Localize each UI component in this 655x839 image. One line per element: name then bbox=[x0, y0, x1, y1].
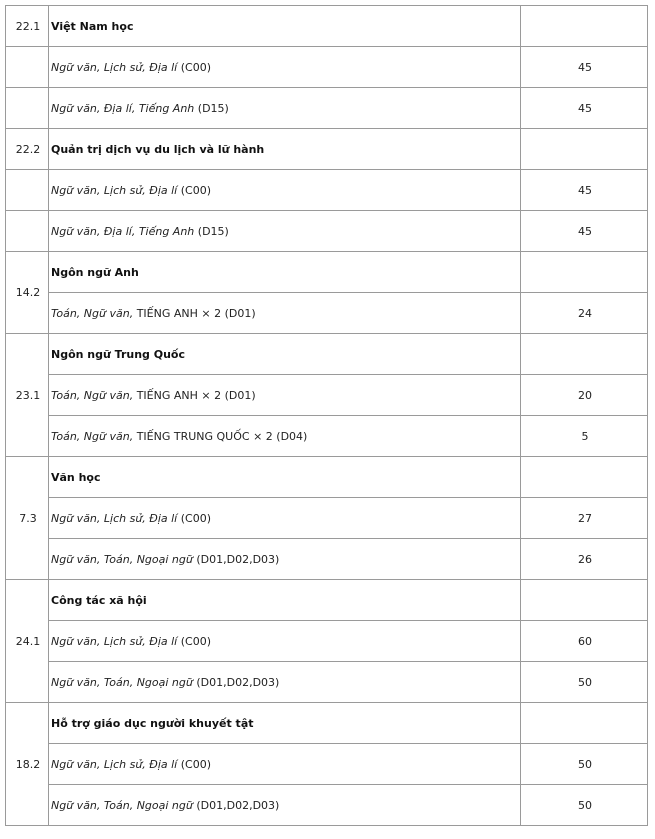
combo-quota: 45 bbox=[521, 170, 648, 211]
combo-code: (D01,D02,D03) bbox=[192, 798, 280, 812]
combo-code: TIẾNG ANH × 2 (D01) bbox=[133, 388, 256, 402]
major-name: Việt Nam học bbox=[49, 6, 521, 47]
combo-code: TIẾNG TRUNG QUỐC × 2 (D04) bbox=[133, 429, 308, 443]
combo-subjects: Ngữ văn, Địa lí, Tiếng Anh bbox=[51, 224, 195, 238]
combo-row bbox=[6, 498, 648, 539]
combo-row bbox=[6, 170, 648, 211]
subject-combination bbox=[49, 662, 521, 703]
combo-quota: 45 bbox=[521, 211, 648, 252]
empty-code-cell bbox=[6, 47, 49, 88]
combo-subjects: Ngữ văn, Địa lí, Tiếng Anh bbox=[51, 101, 195, 115]
combo-quota: 45 bbox=[521, 47, 648, 88]
major-row bbox=[6, 252, 648, 293]
subject-combination bbox=[49, 416, 521, 457]
subject-combination bbox=[49, 47, 521, 88]
combo-quota: 5 bbox=[521, 416, 648, 457]
major-code: 7.3 bbox=[6, 457, 49, 580]
major-row bbox=[6, 703, 648, 744]
major-quota bbox=[521, 252, 648, 293]
combo-row bbox=[6, 785, 648, 826]
subject-combination bbox=[49, 785, 521, 826]
major-code: 24.1 bbox=[6, 580, 49, 703]
major-quota bbox=[521, 334, 648, 375]
major-quota bbox=[521, 703, 648, 744]
combo-code: (D15) bbox=[194, 101, 229, 115]
major-name: Hỗ trợ giáo dục người khuyết tật bbox=[49, 703, 521, 744]
combo-row bbox=[6, 47, 648, 88]
combo-quota: 50 bbox=[521, 744, 648, 785]
subject-combination bbox=[49, 744, 521, 785]
empty-code-cell bbox=[6, 170, 49, 211]
combo-code: (C00) bbox=[177, 60, 211, 74]
empty-code-cell bbox=[6, 88, 49, 129]
combo-code: (C00) bbox=[177, 634, 211, 648]
combo-quota: 50 bbox=[521, 662, 648, 703]
combo-row bbox=[6, 293, 648, 334]
major-row bbox=[6, 334, 648, 375]
combo-row bbox=[6, 88, 648, 129]
subject-combination bbox=[49, 293, 521, 334]
major-code: 23.1 bbox=[6, 334, 49, 457]
admission-quota-table bbox=[5, 5, 648, 826]
combo-code: TIẾNG ANH × 2 (D01) bbox=[133, 306, 256, 320]
table-body bbox=[6, 6, 648, 826]
major-code: 22.1 bbox=[6, 6, 49, 47]
combo-quota: 50 bbox=[521, 785, 648, 826]
subject-combination bbox=[49, 539, 521, 580]
subject-combination bbox=[49, 88, 521, 129]
major-name: Quản trị dịch vụ du lịch và lữ hành bbox=[49, 129, 521, 170]
major-code: 22.2 bbox=[6, 129, 49, 170]
combo-quota: 24 bbox=[521, 293, 648, 334]
combo-quota: 60 bbox=[521, 621, 648, 662]
combo-subjects: Toán, Ngữ văn, bbox=[51, 388, 134, 402]
combo-quota: 45 bbox=[521, 88, 648, 129]
combo-row bbox=[6, 211, 648, 252]
combo-code: (C00) bbox=[177, 757, 211, 771]
combo-subjects: Ngữ văn, Lịch sử, Địa lí bbox=[51, 511, 178, 525]
combo-subjects: Toán, Ngữ văn, bbox=[51, 306, 134, 320]
combo-subjects: Ngữ văn, Toán, Ngoại ngữ bbox=[51, 552, 193, 566]
subject-combination bbox=[49, 498, 521, 539]
combo-row bbox=[6, 539, 648, 580]
major-row bbox=[6, 580, 648, 621]
major-code: 18.2 bbox=[6, 703, 49, 826]
combo-code: (D15) bbox=[194, 224, 229, 238]
subject-combination bbox=[49, 170, 521, 211]
combo-quota: 26 bbox=[521, 539, 648, 580]
combo-subjects: Ngữ văn, Lịch sử, Địa lí bbox=[51, 757, 178, 771]
subject-combination bbox=[49, 211, 521, 252]
combo-row bbox=[6, 621, 648, 662]
major-row bbox=[6, 129, 648, 170]
combo-code: (C00) bbox=[177, 183, 211, 197]
major-quota bbox=[521, 6, 648, 47]
major-row bbox=[6, 457, 648, 498]
combo-subjects: Ngữ văn, Lịch sử, Địa lí bbox=[51, 183, 178, 197]
combo-subjects: Ngữ văn, Toán, Ngoại ngữ bbox=[51, 798, 193, 812]
combo-subjects: Toán, Ngữ văn, bbox=[51, 429, 134, 443]
combo-subjects: Ngữ văn, Lịch sử, Địa lí bbox=[51, 634, 178, 648]
combo-row bbox=[6, 744, 648, 785]
combo-row bbox=[6, 662, 648, 703]
major-name: Ngôn ngữ Trung Quốc bbox=[49, 334, 521, 375]
major-quota bbox=[521, 457, 648, 498]
combo-code: (C00) bbox=[177, 511, 211, 525]
combo-code: (D01,D02,D03) bbox=[192, 552, 280, 566]
major-name: Ngôn ngữ Anh bbox=[49, 252, 521, 293]
empty-code-cell bbox=[6, 211, 49, 252]
subject-combination bbox=[49, 375, 521, 416]
combo-row bbox=[6, 375, 648, 416]
subject-combination bbox=[49, 621, 521, 662]
major-row bbox=[6, 6, 648, 47]
combo-code: (D01,D02,D03) bbox=[192, 675, 280, 689]
major-name: Văn học bbox=[49, 457, 521, 498]
major-quota bbox=[521, 129, 648, 170]
major-quota bbox=[521, 580, 648, 621]
combo-subjects: Ngữ văn, Lịch sử, Địa lí bbox=[51, 60, 178, 74]
combo-quota: 20 bbox=[521, 375, 648, 416]
combo-subjects: Ngữ văn, Toán, Ngoại ngữ bbox=[51, 675, 193, 689]
combo-row bbox=[6, 416, 648, 457]
major-name: Công tác xã hội bbox=[49, 580, 521, 621]
combo-quota: 27 bbox=[521, 498, 648, 539]
major-code: 14.2 bbox=[6, 252, 49, 334]
